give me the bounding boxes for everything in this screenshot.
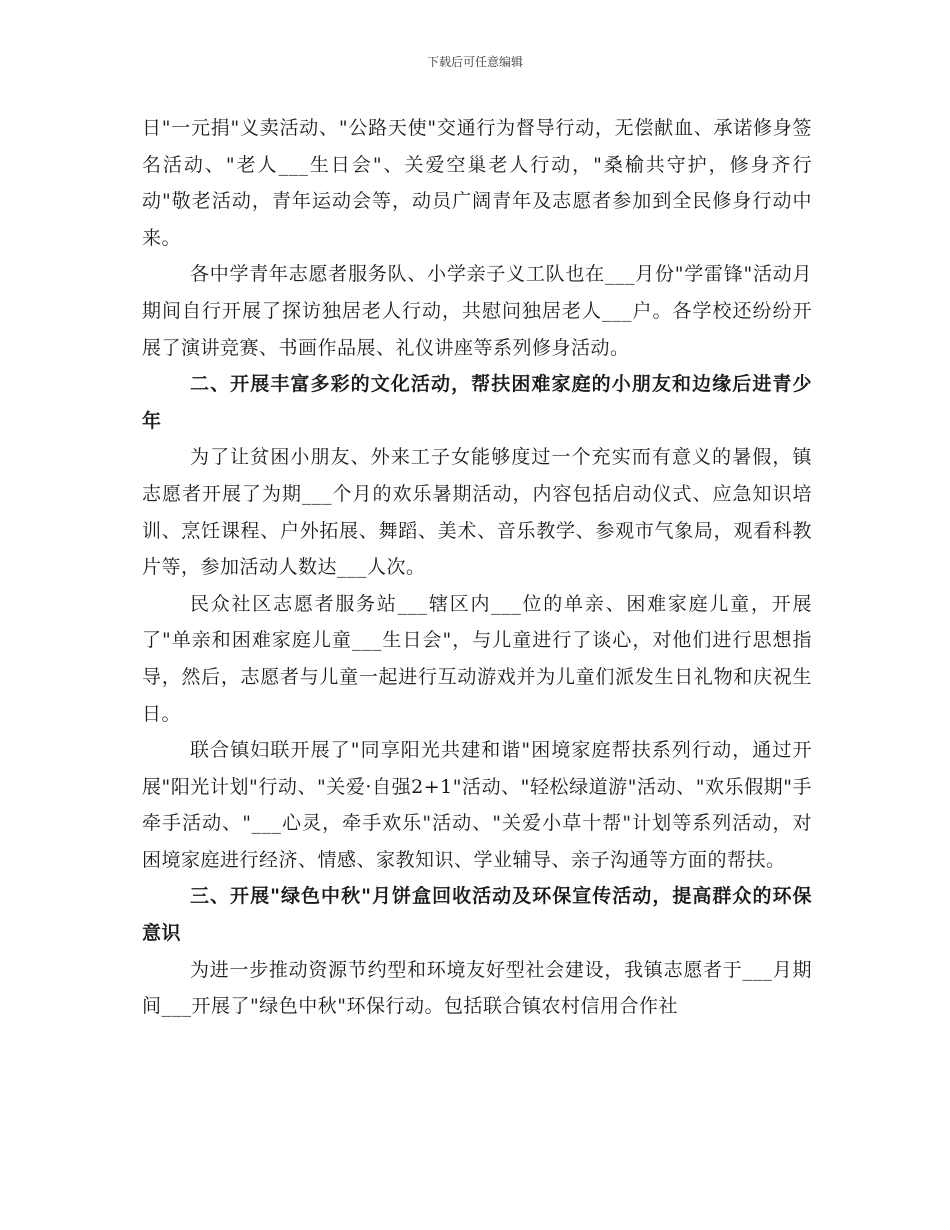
document-body [142, 110, 812, 1025]
paragraph-school-volunteers: 各中学青年志愿者服务队、小学亲子义工队也在___月份"学雷锋"活动月期间自行开展了探访独居老人行动，共慰问独居老人___户。各学校还纷纷开展了演讲竞赛、书画作品展、礼仪讲座等系列修身活动。 [142, 263, 812, 359]
section-heading-2: 二、开展丰富多彩的文化活动，帮扶困难家庭的小朋友和边缘后进青少年 [142, 373, 812, 432]
paragraph-continued: 日"一元捐"义卖活动、"公路天使"交通行为督导行动，无偿献血、承诺修身签名活动、"老人___生日会"、关爱空巢老人行动，"桑榆共守护，修身齐行动"敬老活动，青年运动会等，动员广阔青年及志愿者参加到全民修身行动中来。 [142, 117, 812, 249]
paragraph-green-midautumn: 为进一步推动资源节约型和环境友好型社会建设，我镇志愿者于___月期间___开展了"绿色中秋"环保行动。包括联合镇农村信用合作社 [142, 958, 812, 1018]
paragraph-womens-federation: 联合镇妇联开展了"同享阳光共建和谐"困境家庭帮扶系列行动，通过开展"阳光计划"行动、"关爱·自强2+1"活动、"轻松绿道游"活动、"欢乐假期"手牵手活动、"___心灵，牵手欢乐"活动、"关爱小草十帮"计划等系列活动，对困境家庭进行经济、情感、家教知识、学业辅导、亲子沟通等方面的帮扶。 [142, 739, 812, 871]
paragraph-summer-activity: 为了让贫困小朋友、外来工子女能够度过一个充实而有意义的暑假，镇志愿者开展了为期___个月的欢乐暑期活动，内容包括启动仪式、应急知识培训、烹饪课程、户外拓展、舞蹈、美术、音乐教学、参观市气象局，观看科教片等，参加活动人数达___人次。 [142, 446, 812, 579]
page-header: 下载后可任意编辑 [426, 55, 523, 69]
paragraph-community-station: 民众社区志愿者服务站___辖区内___位的单亲、困难家庭儿童，开展了"单亲和困难家庭儿童___生日会"，与儿童进行了谈心，对他们进行思想指导，然后，志愿者与儿童一起进行互动游戏并为儿童们派发生日礼物和庆祝生日。 [142, 592, 812, 725]
section-heading-3: 三、开展"绿色中秋"月饼盒回收活动及环保宣传活动，提高群众的环保意识 [142, 885, 812, 945]
